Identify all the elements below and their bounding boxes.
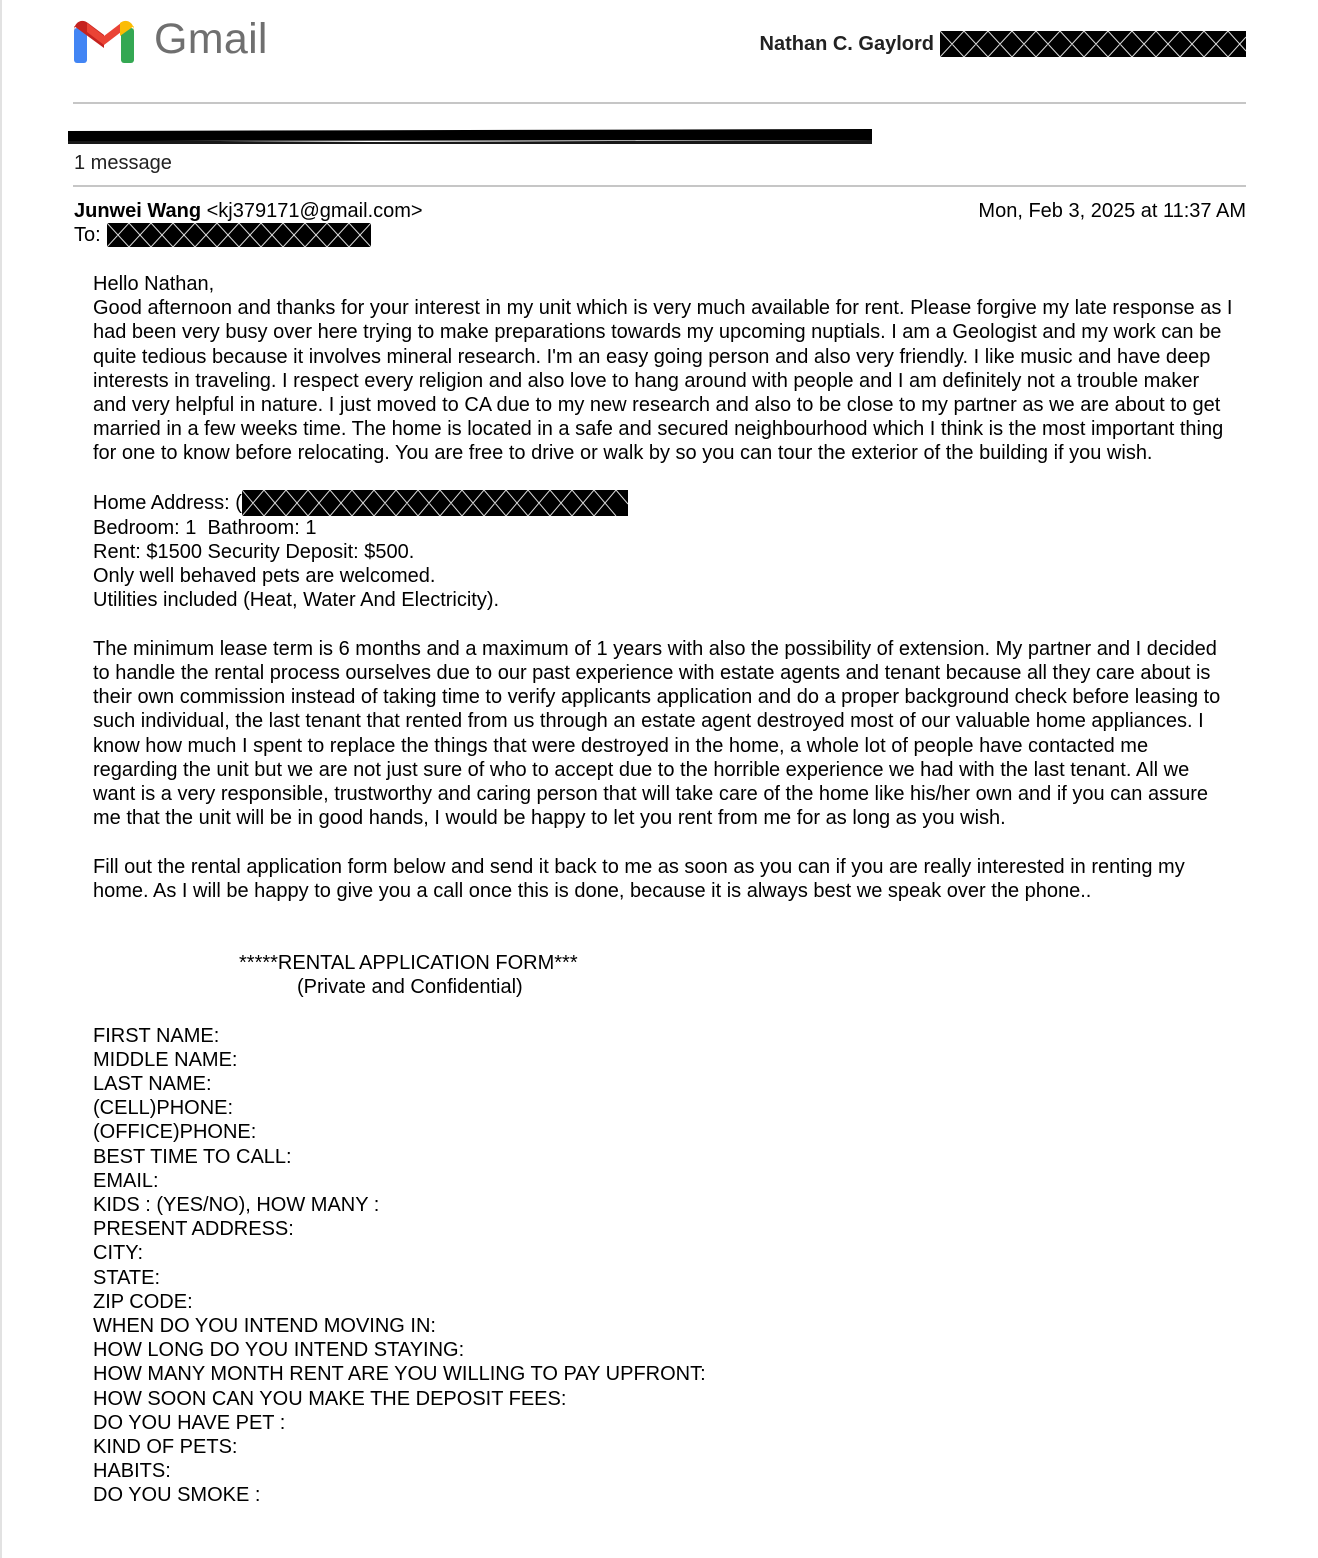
redacted-recipient: [107, 223, 371, 247]
form-fields: [93, 1024, 1233, 1508]
body-paragraph-1: Good afternoon and thanks for your interest in my unit which is very much available for rent. Please forgive my late response as I had been very busy over here trying to make preparations towards my upcoming nuptials. I am a Geologist and my work can be quite tedious because it involves mineral research. I'm an easy going person and also very friendly. I like music and have deep interests in traveling. I respect every religion and also love to hang around with people and I am definitely not a trouble maker and very helpful in nature. I just moved to CA due to my new research and also to be close to my partner as we are about to get married in a few weeks time. The home is located in a safe and secured neighbourhood which I think is the most important thing for one to know before relocating. You are free to drive or walk by so you can tour the exterior of the building if you wish.: [93, 297, 1233, 465]
form-field: KIND OF PETS:: [93, 1436, 238, 1459]
message-date: Mon, Feb 3, 2025 at 11:37 AM: [978, 200, 1246, 222]
form-field: HABITS:: [93, 1460, 171, 1483]
thread-divider: [73, 185, 1246, 187]
redacted-address: [242, 490, 628, 516]
form-field: ZIP CODE:: [93, 1290, 193, 1313]
rent-deposit: Rent: $1500 Security Deposit: $500.: [93, 541, 415, 564]
form-field: STATE:: [93, 1266, 161, 1289]
recipient: [74, 223, 371, 247]
body-paragraph-3: Fill out the rental application form below and send it back to me as soon as you can if you are really interested in renting my home. As I will be happy to give you a call once this is done, because it is always best we speak over the phone..: [93, 855, 1185, 902]
account-name: Nathan C. Gaylord: [759, 33, 934, 55]
sender: [74, 199, 423, 223]
form-field: HOW LONG DO YOU INTEND STAYING:: [93, 1339, 465, 1362]
gmail-wordmark: Gmail: [154, 15, 268, 63]
home-address-label: Home Address: (: [93, 491, 242, 514]
form-field: CITY:: [93, 1242, 144, 1265]
page-border: [0, 0, 2, 1558]
to-label: To:: [74, 224, 101, 246]
account-header: [760, 31, 1246, 57]
form-field: KIDS : (YES/NO), HOW MANY :: [93, 1194, 380, 1217]
pets-policy: Only well behaved pets are welcomed.: [93, 565, 436, 588]
form-field: FIRST NAME:: [93, 1024, 220, 1047]
form-subtitle: (Private and Confidential): [297, 976, 523, 999]
form-field: HOW MANY MONTH RENT ARE YOU WILLING TO PAY UPFRONT:: [93, 1363, 706, 1386]
bedroom-bathroom: Bedroom: 1 Bathroom: 1: [93, 516, 317, 539]
header-divider: [73, 102, 1246, 104]
form-field: PRESENT ADDRESS:: [93, 1218, 294, 1241]
greeting: Hello Nathan,: [93, 273, 215, 295]
gmail-m-icon: [72, 14, 136, 64]
message-count: 1 message: [74, 152, 172, 174]
gmail-logo: [72, 14, 268, 64]
redacted-subject: [68, 129, 872, 144]
home-address-line: [93, 490, 1233, 516]
form-field: EMAIL:: [93, 1169, 159, 1192]
form-field: DO YOU SMOKE :: [93, 1484, 261, 1507]
form-field: BEST TIME TO CALL:: [93, 1145, 292, 1168]
utilities: Utilities included (Heat, Water And Electricity).: [93, 589, 500, 612]
form-field: (OFFICE)PHONE:: [93, 1121, 257, 1144]
redacted-email: [940, 31, 1246, 57]
form-field: WHEN DO YOU INTEND MOVING IN:: [93, 1315, 436, 1338]
form-field: (CELL)PHONE:: [93, 1097, 234, 1120]
form-title: *****RENTAL APPLICATION FORM***: [239, 952, 578, 975]
sender-email[interactable]: <kj379171@gmail.com>: [206, 200, 423, 222]
form-field: LAST NAME:: [93, 1073, 212, 1096]
sender-name: Junwei Wang: [74, 200, 202, 222]
form-field: HOW SOON CAN YOU MAKE THE DEPOSIT FEES:: [93, 1387, 567, 1410]
form-field: DO YOU HAVE PET :: [93, 1411, 286, 1434]
form-field: MIDDLE NAME:: [93, 1048, 238, 1071]
body-paragraph-2: The minimum lease term is 6 months and a maximum of 1 years with also the possibility of extension. My partner and I decided to handle the rental process ourselves due to our past experience with estate agents and tenant because all they care about is their own commission instead of taking time to verify applicants application and do a proper background check before leasing to such individual, the last tenant that rented from us through an estate agent destroyed most of our valuable home appliances. I know how much I spent to replace the things that were destroyed in the home, a whole lot of people have contacted me regarding the unit but we are not just sure of who to accept due to the horrible experience we had with the last tenant. All we want is a very responsible, trustworthy and caring person that will take care of the home like his/her own and if you can assure me that the unit will be in good hands, I would be happy to let you rent from me for as long as you wish.: [93, 637, 1221, 830]
message-body: [93, 272, 1233, 1508]
